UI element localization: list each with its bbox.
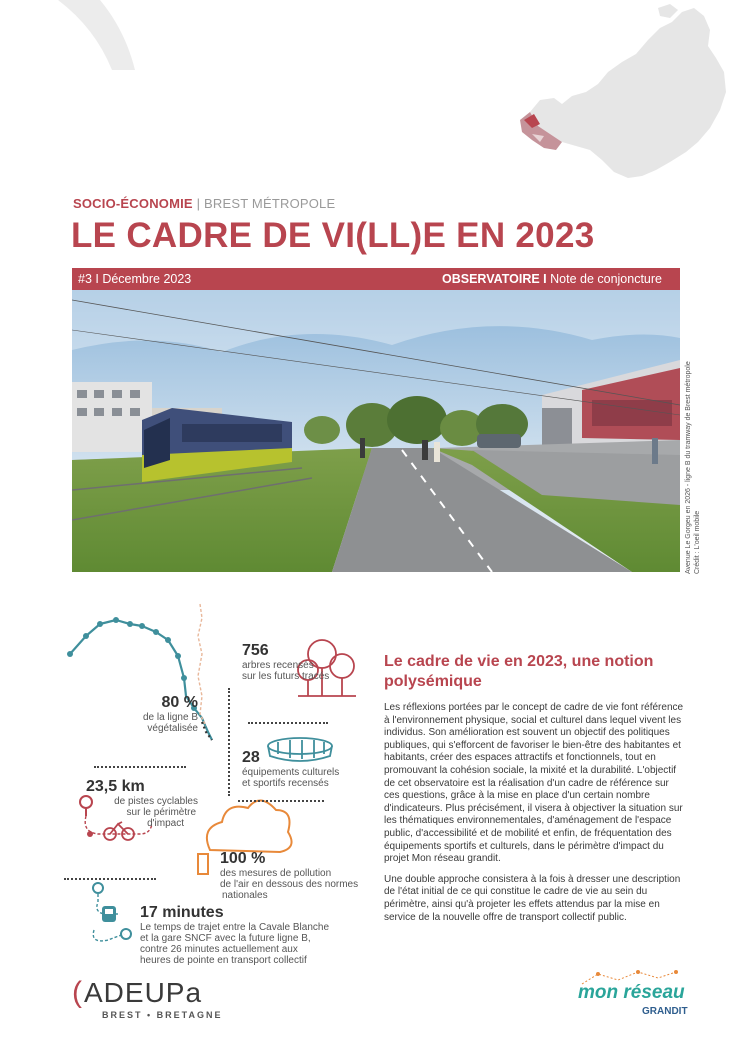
stat-equipments-line1: équipements culturels — [242, 767, 340, 778]
photo-caption-line1: Avenue Le Gorgeu en 2026 - ligne B du tramway de Brest métropole — [685, 361, 692, 574]
stat-trees-value: 756 — [242, 642, 269, 659]
article-paragraph-2: Une double approche consistera à la fois à dresser une description de l'état initial de ce qui constitue le cadre de vie au sein du périmètre, ainsi qu'à projeter les effets attendus par la mise en service de la nouvelle offre de transport collectif public. — [384, 873, 681, 923]
stat-pollution-line2: de l'air en dessous des normes — [220, 879, 359, 890]
stat-trees-line1: arbres recensés — [242, 660, 314, 671]
page-title: LE CADRE DE VI(LL)E EN 2023 — [71, 216, 595, 255]
stat-greened-line1: de la ligne B — [142, 712, 198, 723]
stat-equipments — [242, 749, 339, 789]
article-title-line1: Le cadre de vie en 2023, une notion — [384, 653, 654, 670]
stat-equipments-line2: et sportifs recensés — [242, 778, 329, 789]
header-swoosh-decoration — [0, 0, 140, 70]
brittany-map-icon — [510, 0, 752, 190]
stat-travel-time-line3: contre 26 minutes actuellement aux — [140, 944, 298, 955]
section-kicker — [73, 196, 335, 211]
adeupa-logo — [72, 978, 223, 1020]
stat-greened-line2: végétalisée — [147, 723, 198, 734]
observatoire-label — [442, 272, 662, 286]
stat-pollution-value: 100 % — [220, 850, 266, 867]
stat-pollution — [220, 850, 358, 901]
bus-route-icons — [93, 883, 131, 941]
note-label: Note de conjoncture — [546, 272, 662, 286]
divider-vertical — [228, 688, 230, 796]
stat-travel-time-line4: heures de pointe en transport collectif — [140, 955, 307, 966]
issue-band — [72, 268, 680, 290]
stat-travel-time-line1: Le temps de trajet entre la Cavale Blanche — [140, 922, 329, 933]
stat-travel-time-value: 17 minutes — [140, 904, 224, 921]
adeupa-logo-text: ADEUPa — [84, 977, 203, 1008]
stat-trees — [242, 642, 329, 682]
divider-4 — [64, 878, 156, 880]
issue-label: #3 I Décembre 2023 — [78, 272, 192, 286]
kicker-separator: | — [192, 196, 205, 211]
stat-pollution-line3: nationales — [222, 890, 268, 901]
location-pin-icon-3 — [121, 929, 131, 939]
article-title — [384, 652, 684, 692]
stat-pollution-line1: des mesures de pollution — [220, 868, 332, 879]
stat-travel-time — [140, 904, 329, 966]
stat-cycling-line3: d'impact — [147, 818, 184, 829]
divider-1 — [248, 722, 328, 724]
mrg-logo-text: mon réseau — [578, 982, 685, 1003]
observatoire-strong: OBSERVATOIRE I — [441, 272, 547, 286]
location-pin-icon-2 — [93, 883, 103, 893]
kicker-section: SOCIO-ÉCONOMIE — [73, 196, 193, 211]
divider-3 — [238, 800, 324, 802]
stat-cycling — [86, 778, 204, 829]
kicker-location: BREST MÉTROPOLE — [204, 196, 336, 211]
future-route-icon — [198, 604, 206, 726]
stat-travel-time-line2: et la gare SNCF avec la future ligne B, — [140, 933, 311, 944]
tramway-photo — [72, 290, 680, 572]
article-title-line2: polysémique — [384, 673, 482, 690]
stat-cycling-line1: de pistes cyclables — [114, 796, 198, 807]
divider-2 — [94, 766, 186, 768]
stat-cycling-value: 23,5 km — [86, 778, 145, 795]
article-paragraph-1: Les réflexions portées par le concept de cadre de vie font référence à l'environnement physique, social et culturel dans lequel vivent les individus. Son amélioration est souvent un objectif des politiques publiques, qui s'efforcent de favoriser le bien-être des habitantes et habitants, créer des espaces attractifs et fonctionnels, tout en promouvant la cohésion sociale, la mixité et la durabilité. L'objectif de cet observatoire est la réalisation d'un cadre de référence sur ces questions, grâce à la mise en place d'un certain nombre d'indicateurs. Plus précisément, il visera à objectiver la situation sur les thématiques environnementales, d'aménagement de l'espace public, d'accessibilité et de mobilité et enfin, de fréquentation des équipements sportifs et culturels, dans le périmètre d'impact du projet Mon réseau grandit. — [384, 702, 684, 865]
stat-greened — [100, 694, 198, 734]
adeupa-logo-bracket: ( — [72, 976, 82, 1009]
article-body — [384, 702, 684, 932]
adeupa-logo-subtitle: BREST • BRETAGNE — [102, 1010, 223, 1020]
stat-cycling-line2: sur le périmètre — [126, 807, 196, 818]
stat-equipments-value: 28 — [242, 749, 260, 766]
photo-caption-line2: Crédit : L'oeil mobile — [694, 510, 701, 574]
stat-greened-value: 80 % — [161, 694, 198, 711]
mrg-logo-subtitle: GRANDIT — [642, 1006, 688, 1017]
stat-trees-line2: sur les futurs tracés — [242, 671, 330, 682]
